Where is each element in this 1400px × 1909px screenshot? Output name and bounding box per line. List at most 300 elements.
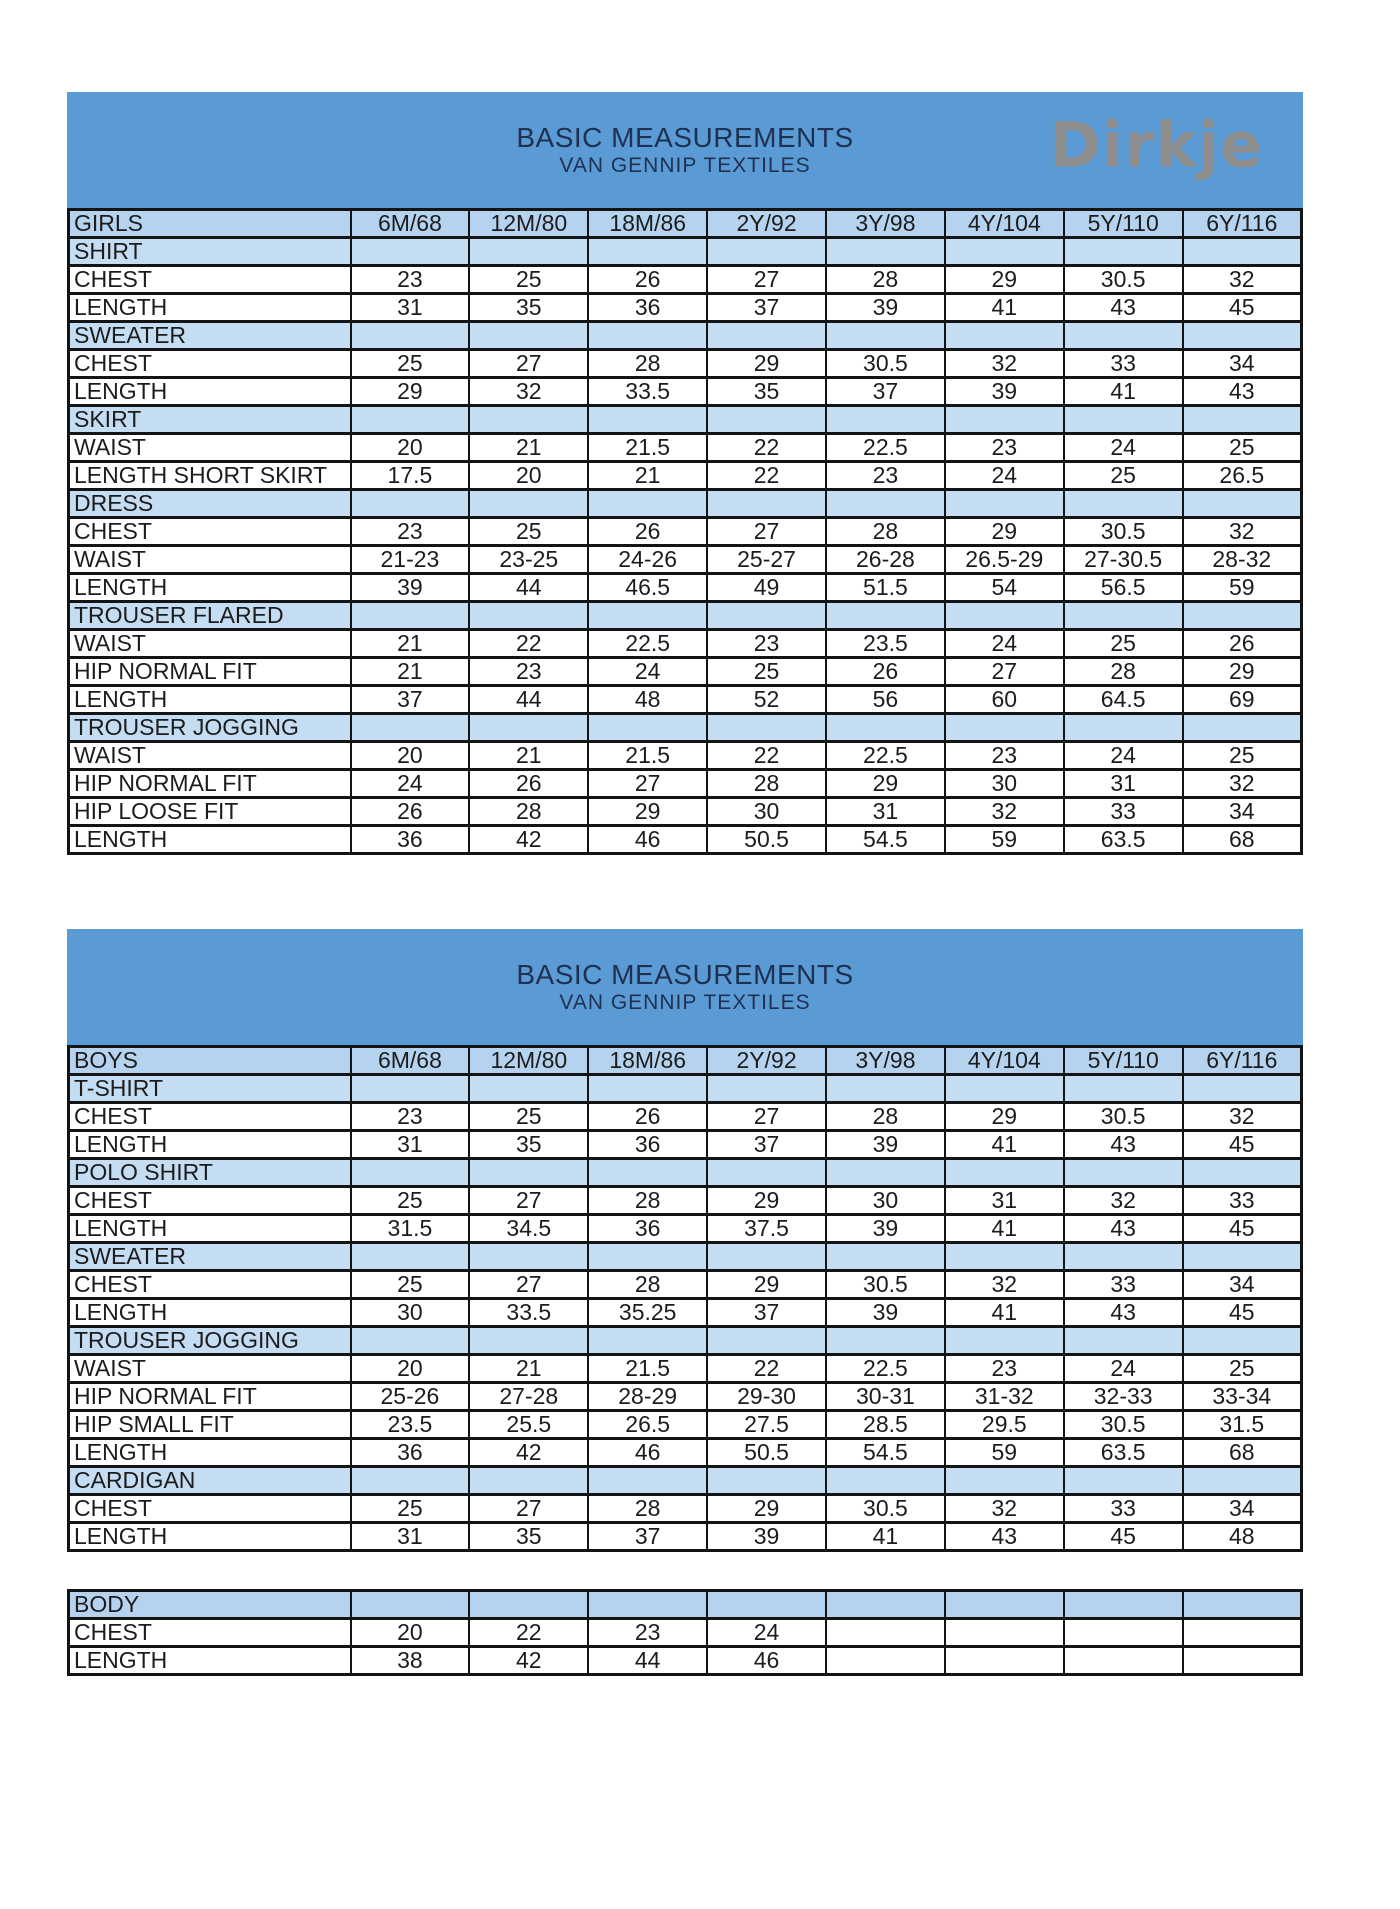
measurement-value: 60 xyxy=(945,686,1064,714)
size-column-header: 2Y/92 xyxy=(707,1047,826,1075)
measurement-value: 42 xyxy=(469,1647,588,1675)
section-empty-cell xyxy=(588,1159,707,1187)
section-empty-cell xyxy=(351,602,470,630)
measurement-value: 20 xyxy=(351,1619,470,1647)
section-empty-cell xyxy=(1183,490,1302,518)
measurement-row xyxy=(69,1355,1302,1383)
measurement-value: 22.5 xyxy=(826,434,945,462)
measurement-row xyxy=(69,1271,1302,1299)
section-empty-cell xyxy=(351,406,470,434)
measurement-value: 23 xyxy=(351,518,470,546)
measurement-value: 44 xyxy=(469,686,588,714)
measurement-row xyxy=(69,1103,1302,1131)
section-empty-cell xyxy=(826,602,945,630)
measurement-value: 59 xyxy=(1183,574,1302,602)
measurement-value: 33 xyxy=(1064,350,1183,378)
section-empty-cell xyxy=(826,1159,945,1187)
measurement-label: HIP NORMAL FIT xyxy=(69,770,351,798)
measurement-value: 29-30 xyxy=(707,1383,826,1411)
measurement-value: 41 xyxy=(826,1523,945,1551)
measurement-value: 22 xyxy=(707,434,826,462)
section-empty-cell xyxy=(1183,322,1302,350)
measurement-value: 25 xyxy=(707,658,826,686)
section-empty-cell xyxy=(588,1243,707,1271)
section-empty-cell xyxy=(826,1243,945,1271)
measurement-value: 32 xyxy=(1183,770,1302,798)
measurement-value: 30 xyxy=(826,1187,945,1215)
measurement-value: 28 xyxy=(588,350,707,378)
measurement-value: 41 xyxy=(1064,378,1183,406)
section-empty-cell xyxy=(707,1327,826,1355)
measurement-value: 31 xyxy=(351,294,470,322)
measurement-value: 25 xyxy=(469,1103,588,1131)
measurement-value xyxy=(945,1647,1064,1675)
measurement-value: 37 xyxy=(826,378,945,406)
size-column-header: 3Y/98 xyxy=(826,1047,945,1075)
section-empty-cell xyxy=(469,238,588,266)
measurement-row xyxy=(69,1215,1302,1243)
measurement-value: 26.5 xyxy=(1183,462,1302,490)
measurement-value: 23 xyxy=(588,1619,707,1647)
section-empty-cell xyxy=(945,1327,1064,1355)
section-empty-cell xyxy=(588,714,707,742)
measurement-value: 23 xyxy=(826,462,945,490)
measurement-label: LENGTH xyxy=(69,1647,351,1675)
measurement-value: 36 xyxy=(351,1439,470,1467)
measurement-value: 23 xyxy=(945,434,1064,462)
section-empty-cell xyxy=(945,1075,1064,1103)
section-empty-cell xyxy=(707,602,826,630)
measurement-value: 31 xyxy=(351,1523,470,1551)
measurement-value: 64.5 xyxy=(1064,686,1183,714)
section-empty-cell xyxy=(707,1243,826,1271)
section-empty-cell xyxy=(351,1467,470,1495)
measurement-value: 48 xyxy=(588,686,707,714)
measurement-value: 22.5 xyxy=(588,630,707,658)
measurement-row xyxy=(69,1299,1302,1327)
measurement-row xyxy=(69,1619,1302,1647)
measurement-value xyxy=(1064,1619,1183,1647)
measurement-value: 48 xyxy=(1183,1523,1302,1551)
measurement-value: 44 xyxy=(469,574,588,602)
measurement-value: 27 xyxy=(945,658,1064,686)
section-empty-cell xyxy=(588,1327,707,1355)
measurement-value: 36 xyxy=(588,1131,707,1159)
girls-banner xyxy=(67,92,1303,208)
measurement-value: 68 xyxy=(1183,1439,1302,1467)
section-empty-cell xyxy=(1183,406,1302,434)
measurement-value: 54.5 xyxy=(826,1439,945,1467)
size-column-header: 4Y/104 xyxy=(945,1047,1064,1075)
measurement-value: 33.5 xyxy=(469,1299,588,1327)
section-empty-cell xyxy=(588,238,707,266)
measurement-value: 30.5 xyxy=(826,1495,945,1523)
measurement-row xyxy=(69,1383,1302,1411)
measurement-value: 32 xyxy=(1183,518,1302,546)
banner-title: BASIC MEASUREMENTS xyxy=(516,958,854,990)
section-empty-cell xyxy=(945,602,1064,630)
measurement-value: 27 xyxy=(469,350,588,378)
measurement-label: LENGTH xyxy=(69,1523,351,1551)
section-empty-cell xyxy=(469,1159,588,1187)
garment-section-row xyxy=(69,1075,1302,1103)
section-empty-cell xyxy=(351,714,470,742)
measurement-value: 29 xyxy=(826,770,945,798)
garment-section-row xyxy=(69,1327,1302,1355)
measurement-value: 25 xyxy=(469,266,588,294)
measurement-value: 37 xyxy=(707,1299,826,1327)
measurement-value: 41 xyxy=(945,1215,1064,1243)
measurement-value: 26 xyxy=(588,1103,707,1131)
measurement-value: 33 xyxy=(1183,1187,1302,1215)
boys-banner xyxy=(67,929,1303,1045)
garment-section-row xyxy=(69,1467,1302,1495)
measurement-value: 29 xyxy=(707,1495,826,1523)
measurement-value: 25 xyxy=(351,350,470,378)
section-empty-cell xyxy=(826,1467,945,1495)
measurement-value: 34 xyxy=(1183,350,1302,378)
measurement-value: 24 xyxy=(945,462,1064,490)
measurement-value: 26 xyxy=(351,798,470,826)
section-empty-cell xyxy=(588,1467,707,1495)
measurement-value: 25.5 xyxy=(469,1411,588,1439)
measurement-value: 24 xyxy=(588,658,707,686)
section-empty-cell xyxy=(945,406,1064,434)
section-empty-cell xyxy=(588,602,707,630)
garment-section-label: POLO SHIRT xyxy=(69,1159,351,1187)
section-empty-cell xyxy=(1064,1467,1183,1495)
measurement-value: 38 xyxy=(351,1647,470,1675)
measurement-value: 29.5 xyxy=(945,1411,1064,1439)
measurement-value: 32-33 xyxy=(1064,1383,1183,1411)
measurement-value: 34.5 xyxy=(469,1215,588,1243)
size-column-header: 6M/68 xyxy=(351,210,470,238)
measurement-row xyxy=(69,378,1302,406)
section-empty-cell xyxy=(826,1075,945,1103)
garment-section-row xyxy=(69,602,1302,630)
measurement-label: LENGTH SHORT SKIRT xyxy=(69,462,351,490)
measurement-value: 39 xyxy=(826,1131,945,1159)
measurement-value: 46.5 xyxy=(588,574,707,602)
measurement-value: 31-32 xyxy=(945,1383,1064,1411)
measurement-row xyxy=(69,546,1302,574)
measurement-value: 69 xyxy=(1183,686,1302,714)
size-column-header: 4Y/104 xyxy=(945,210,1064,238)
boys-header-row xyxy=(69,1047,1302,1075)
girls-size-chart xyxy=(67,0,1303,855)
measurement-value: 23 xyxy=(945,1355,1064,1383)
measurement-value: 22 xyxy=(707,462,826,490)
measurement-value: 28 xyxy=(588,1495,707,1523)
garment-section-label: TROUSER JOGGING xyxy=(69,714,351,742)
measurement-value: 29 xyxy=(945,518,1064,546)
body-size-chart xyxy=(67,1589,1303,1676)
measurement-value: 33 xyxy=(1064,1271,1183,1299)
measurement-value: 28 xyxy=(469,798,588,826)
girls-measurements-table xyxy=(67,208,1303,855)
section-empty-cell xyxy=(1183,1075,1302,1103)
measurement-value: 37 xyxy=(707,294,826,322)
measurement-label: LENGTH xyxy=(69,1299,351,1327)
measurement-value: 43 xyxy=(1183,378,1302,406)
measurement-value: 24-26 xyxy=(588,546,707,574)
measurement-value: 32 xyxy=(945,350,1064,378)
measurement-value: 28 xyxy=(707,770,826,798)
measurement-value: 36 xyxy=(588,1215,707,1243)
section-empty-cell xyxy=(351,490,470,518)
measurement-value: 52 xyxy=(707,686,826,714)
section-empty-cell xyxy=(351,1159,470,1187)
measurement-value: 34 xyxy=(1183,1495,1302,1523)
measurement-value: 43 xyxy=(1064,1215,1183,1243)
measurement-value: 31 xyxy=(826,798,945,826)
measurement-value: 49 xyxy=(707,574,826,602)
measurement-label: LENGTH xyxy=(69,378,351,406)
measurement-value: 26-28 xyxy=(826,546,945,574)
measurement-value: 25 xyxy=(1183,434,1302,462)
measurement-value: 33 xyxy=(1064,798,1183,826)
garment-section-row xyxy=(69,714,1302,742)
measurement-value xyxy=(945,1619,1064,1647)
garment-section-label: SWEATER xyxy=(69,322,351,350)
section-empty-cell xyxy=(588,1075,707,1103)
measurement-value: 34 xyxy=(1183,1271,1302,1299)
measurement-value: 31.5 xyxy=(1183,1411,1302,1439)
measurement-value: 27 xyxy=(469,1271,588,1299)
size-column-header: 5Y/110 xyxy=(1064,1047,1183,1075)
section-empty-cell xyxy=(945,238,1064,266)
measurement-value: 32 xyxy=(469,378,588,406)
measurement-value: 30 xyxy=(351,1299,470,1327)
measurement-value: 21 xyxy=(469,434,588,462)
measurement-value: 37.5 xyxy=(707,1215,826,1243)
measurement-value: 24 xyxy=(945,630,1064,658)
boys-size-chart xyxy=(67,929,1303,1552)
measurement-value: 21 xyxy=(469,742,588,770)
size-column-header: 6Y/116 xyxy=(1183,1047,1302,1075)
section-empty-cell xyxy=(707,238,826,266)
measurement-value: 27 xyxy=(588,770,707,798)
section-empty-cell xyxy=(1064,406,1183,434)
section-empty-cell xyxy=(1183,1159,1302,1187)
measurement-value: 34 xyxy=(1183,798,1302,826)
measurement-value: 28-32 xyxy=(1183,546,1302,574)
measurement-value: 23 xyxy=(945,742,1064,770)
section-empty-cell xyxy=(1183,238,1302,266)
measurement-value: 28 xyxy=(1064,658,1183,686)
section-empty-cell xyxy=(588,322,707,350)
measurement-label: CHEST xyxy=(69,1271,351,1299)
measurement-value: 21 xyxy=(588,462,707,490)
measurement-value: 26 xyxy=(1183,630,1302,658)
measurement-value: 45 xyxy=(1183,1131,1302,1159)
measurement-value: 36 xyxy=(351,826,470,854)
measurement-row xyxy=(69,1131,1302,1159)
measurement-value: 33 xyxy=(1064,1495,1183,1523)
banner-title: BASIC MEASUREMENTS xyxy=(516,121,854,153)
measurement-value: 30.5 xyxy=(826,1271,945,1299)
measurement-value: 26 xyxy=(469,770,588,798)
size-column-header xyxy=(707,1591,826,1619)
measurement-value: 41 xyxy=(945,1299,1064,1327)
measurement-label: LENGTH xyxy=(69,686,351,714)
measurement-value: 25-26 xyxy=(351,1383,470,1411)
section-empty-cell xyxy=(1064,1075,1183,1103)
measurement-label: CHEST xyxy=(69,350,351,378)
section-empty-cell xyxy=(1183,1327,1302,1355)
section-empty-cell xyxy=(707,1159,826,1187)
size-column-header: 6Y/116 xyxy=(1183,210,1302,238)
measurement-value: 35 xyxy=(469,1131,588,1159)
measurement-value: 26 xyxy=(826,658,945,686)
size-column-header xyxy=(469,1591,588,1619)
measurement-value: 35 xyxy=(707,378,826,406)
measurement-value: 27 xyxy=(707,1103,826,1131)
measurement-value: 29 xyxy=(351,378,470,406)
measurement-value: 21 xyxy=(469,1355,588,1383)
size-column-header: 12M/80 xyxy=(469,210,588,238)
measurement-value: 22 xyxy=(469,630,588,658)
measurement-value: 31 xyxy=(351,1131,470,1159)
section-empty-cell xyxy=(945,1243,1064,1271)
measurement-value: 39 xyxy=(826,1215,945,1243)
measurement-value: 30 xyxy=(707,798,826,826)
size-column-header xyxy=(945,1591,1064,1619)
measurement-value: 25 xyxy=(1183,1355,1302,1383)
measurement-value: 29 xyxy=(945,1103,1064,1131)
measurement-value: 24 xyxy=(1064,1355,1183,1383)
measurement-value: 25 xyxy=(351,1271,470,1299)
measurement-label: WAIST xyxy=(69,1355,351,1383)
measurement-value: 41 xyxy=(945,294,1064,322)
measurement-value xyxy=(1064,1647,1183,1675)
measurement-row xyxy=(69,462,1302,490)
measurement-value: 23 xyxy=(707,630,826,658)
measurement-value: 33.5 xyxy=(588,378,707,406)
measurement-value: 29 xyxy=(707,1271,826,1299)
section-empty-cell xyxy=(1183,1243,1302,1271)
measurement-value: 54.5 xyxy=(826,826,945,854)
measurement-value: 32 xyxy=(1183,1103,1302,1131)
measurement-value: 25 xyxy=(1183,742,1302,770)
garment-section-label: SKIRT xyxy=(69,406,351,434)
garment-section-row xyxy=(69,238,1302,266)
measurement-value: 25 xyxy=(469,518,588,546)
garment-section-label: CARDIGAN xyxy=(69,1467,351,1495)
measurement-value: 22.5 xyxy=(826,742,945,770)
measurement-value: 54 xyxy=(945,574,1064,602)
measurement-value: 27.5 xyxy=(707,1411,826,1439)
measurement-value: 25 xyxy=(351,1187,470,1215)
measurement-row xyxy=(69,266,1302,294)
measurement-row xyxy=(69,434,1302,462)
section-empty-cell xyxy=(469,714,588,742)
section-empty-cell xyxy=(1064,1243,1183,1271)
measurement-label: WAIST xyxy=(69,546,351,574)
measurement-value: 26.5-29 xyxy=(945,546,1064,574)
dirkje-logo: Dirkje xyxy=(1049,108,1263,182)
measurement-value: 24 xyxy=(351,770,470,798)
measurement-value: 63.5 xyxy=(1064,1439,1183,1467)
measurement-value: 32 xyxy=(1183,266,1302,294)
measurement-value: 39 xyxy=(351,574,470,602)
measurement-value: 20 xyxy=(469,462,588,490)
measurement-value xyxy=(1183,1619,1302,1647)
section-empty-cell xyxy=(945,322,1064,350)
measurement-value: 27-28 xyxy=(469,1383,588,1411)
section-empty-cell xyxy=(469,1467,588,1495)
measurement-row xyxy=(69,1647,1302,1675)
measurement-label: HIP LOOSE FIT xyxy=(69,798,351,826)
measurement-value: 42 xyxy=(469,826,588,854)
measurement-value: 63.5 xyxy=(1064,826,1183,854)
measurement-row xyxy=(69,686,1302,714)
measurement-label: LENGTH xyxy=(69,294,351,322)
measurement-label: LENGTH xyxy=(69,1439,351,1467)
section-empty-cell xyxy=(351,1327,470,1355)
section-empty-cell xyxy=(707,714,826,742)
measurement-value: 45 xyxy=(1183,1299,1302,1327)
measurement-value: 21 xyxy=(351,630,470,658)
measurement-value: 29 xyxy=(1183,658,1302,686)
section-empty-cell xyxy=(469,1075,588,1103)
measurement-value: 45 xyxy=(1183,294,1302,322)
measurement-value: 28-29 xyxy=(588,1383,707,1411)
section-empty-cell xyxy=(1064,322,1183,350)
measurement-row xyxy=(69,770,1302,798)
measurement-value: 21.5 xyxy=(588,742,707,770)
measurement-value: 22.5 xyxy=(826,1355,945,1383)
measurement-value: 20 xyxy=(351,1355,470,1383)
measurement-value: 31.5 xyxy=(351,1215,470,1243)
section-empty-cell xyxy=(588,490,707,518)
measurement-label: WAIST xyxy=(69,434,351,462)
section-empty-cell xyxy=(469,322,588,350)
measurement-value: 45 xyxy=(1064,1523,1183,1551)
measurement-value: 59 xyxy=(945,826,1064,854)
measurement-value: 21 xyxy=(351,658,470,686)
measurement-value: 23 xyxy=(351,266,470,294)
measurement-value: 28 xyxy=(588,1187,707,1215)
measurement-row xyxy=(69,1439,1302,1467)
measurement-value: 27 xyxy=(469,1495,588,1523)
measurement-value: 41 xyxy=(945,1131,1064,1159)
measurement-value: 27 xyxy=(469,1187,588,1215)
garment-section-row xyxy=(69,490,1302,518)
measurement-value: 28 xyxy=(826,1103,945,1131)
measurement-value: 39 xyxy=(945,378,1064,406)
measurement-label: CHEST xyxy=(69,1619,351,1647)
body-measurements-table xyxy=(67,1589,1303,1676)
measurement-value: 25 xyxy=(1064,630,1183,658)
size-column-header: 18M/86 xyxy=(588,210,707,238)
measurement-row xyxy=(69,1187,1302,1215)
measurement-value: 35.25 xyxy=(588,1299,707,1327)
measurement-value xyxy=(1183,1647,1302,1675)
garment-section-row xyxy=(69,1159,1302,1187)
section-empty-cell xyxy=(826,322,945,350)
measurement-value: 35 xyxy=(469,1523,588,1551)
measurement-value: 17.5 xyxy=(351,462,470,490)
measurement-value: 35 xyxy=(469,294,588,322)
measurement-value: 44 xyxy=(588,1647,707,1675)
measurement-value: 29 xyxy=(707,350,826,378)
measurement-value: 29 xyxy=(707,1187,826,1215)
measurement-value: 68 xyxy=(1183,826,1302,854)
section-empty-cell xyxy=(351,238,470,266)
section-empty-cell xyxy=(1183,714,1302,742)
measurement-value: 43 xyxy=(1064,294,1183,322)
